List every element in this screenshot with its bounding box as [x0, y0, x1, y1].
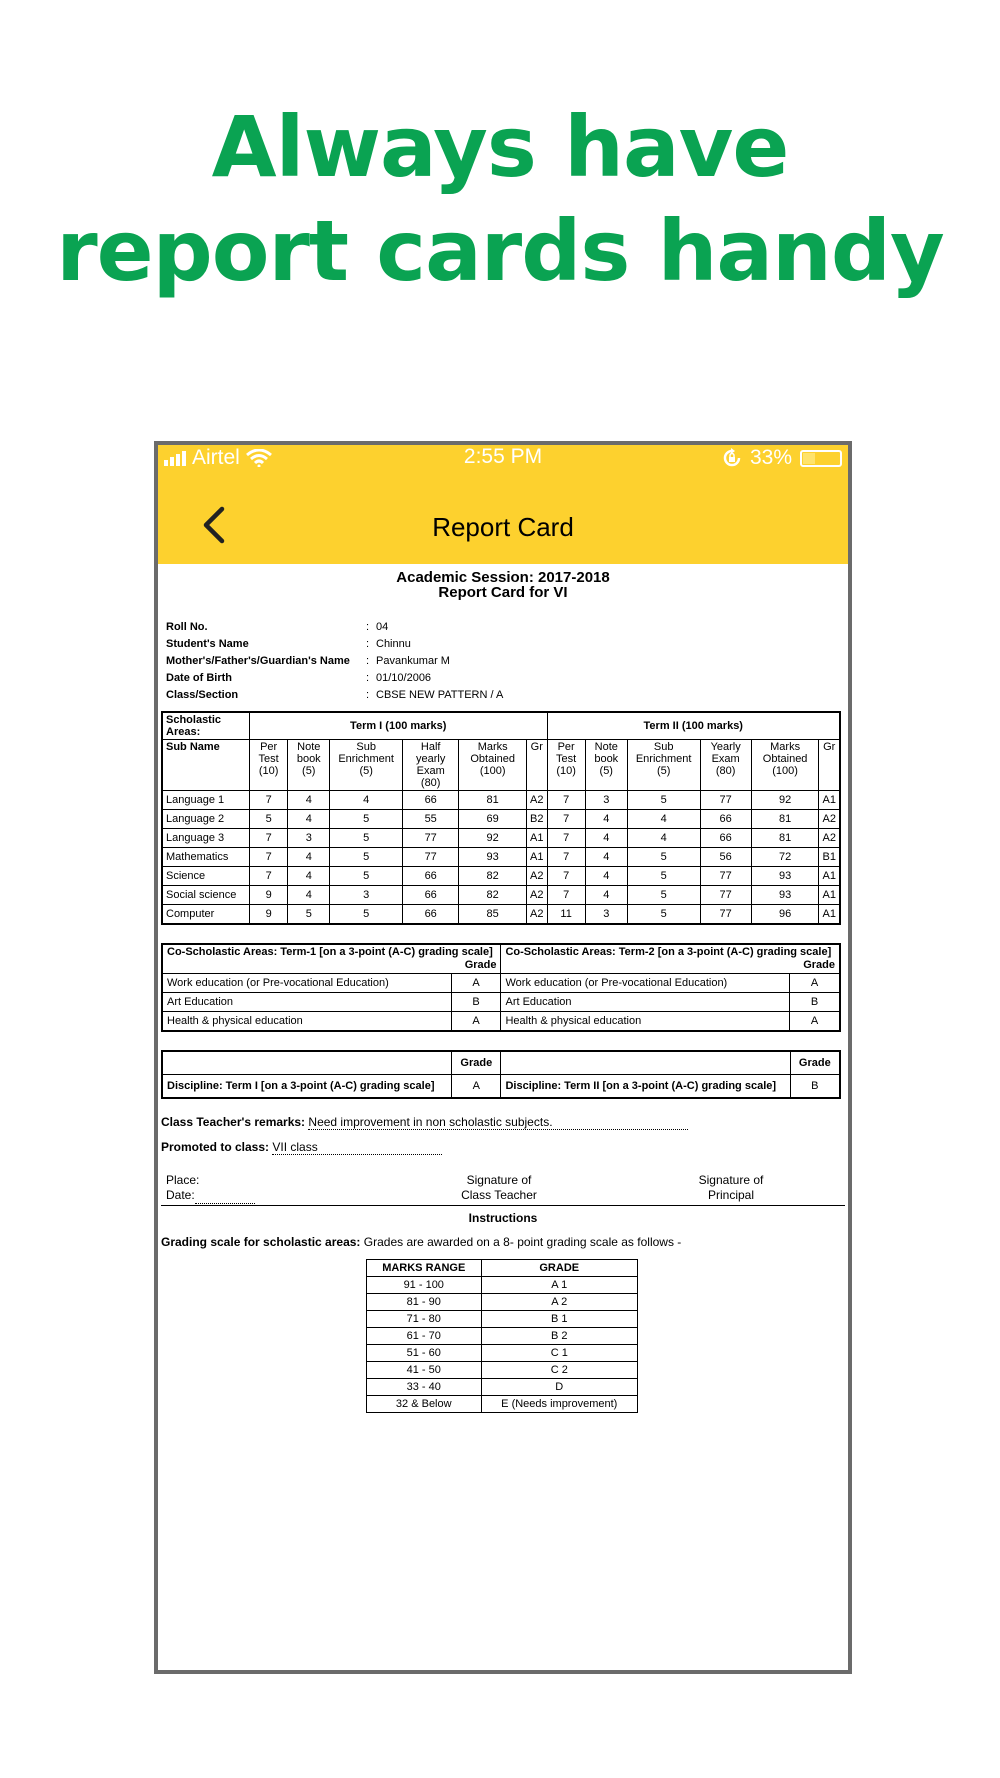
- place-label: Place:: [166, 1173, 200, 1187]
- term1-cell: 77: [403, 848, 459, 867]
- term1-cell: A1: [527, 848, 547, 867]
- grade: D: [481, 1379, 638, 1396]
- term1-cell: 77: [403, 829, 459, 848]
- divider: [161, 1205, 845, 1206]
- promo-headline: [0, 95, 1000, 303]
- term1-cell: 4: [288, 791, 330, 810]
- term2-cell: 77: [700, 886, 751, 905]
- term1-cell: A2: [527, 905, 547, 925]
- remarks-value: Need improvement in non scholastic subjects.: [308, 1115, 688, 1130]
- term2-col-header: Yearly Exam (80): [700, 740, 751, 791]
- term2-cell: 4: [627, 829, 700, 848]
- table-row: [367, 1294, 638, 1311]
- term2-cell: 72: [751, 848, 819, 867]
- term2-cell: 4: [585, 829, 627, 848]
- term1-cell: 5: [330, 867, 403, 886]
- carrier-label: Airtel: [192, 446, 240, 469]
- marks-range: 61 - 70: [367, 1328, 482, 1345]
- term1-col-header: Note book (5): [288, 740, 330, 791]
- term1-cell: 66: [403, 905, 459, 925]
- co-scholastic-area: Work education (or Pre-vocational Education): [162, 974, 451, 993]
- term1-cell: 5: [330, 848, 403, 867]
- marks-range: 51 - 60: [367, 1345, 482, 1362]
- term1-cell: 5: [330, 905, 403, 925]
- info-value: Pavankumar M: [376, 654, 450, 667]
- term2-cell: A2: [819, 829, 840, 848]
- term1-cell: 7: [250, 829, 288, 848]
- term1-cell: 7: [250, 848, 288, 867]
- term1-cell: 4: [288, 886, 330, 905]
- info-row: [166, 669, 845, 686]
- grade: A 1: [481, 1277, 638, 1294]
- term2-cell: 56: [700, 848, 751, 867]
- term2-cell: 4: [585, 810, 627, 829]
- discipline-term2-grade: B: [790, 1075, 840, 1099]
- table-row: [162, 1012, 840, 1032]
- table-row: [162, 905, 840, 925]
- table-row: [162, 791, 840, 810]
- term1-cell: 4: [330, 791, 403, 810]
- info-row: [166, 652, 845, 669]
- term2-cell: 3: [585, 905, 627, 925]
- table-row: [162, 848, 840, 867]
- headline-line-1: Always have: [211, 98, 789, 196]
- term2-cell: 5: [627, 867, 700, 886]
- co-scholastic-area: Art Education: [162, 993, 451, 1012]
- term2-cell: 7: [547, 848, 585, 867]
- table-row: [162, 810, 840, 829]
- info-colon: :: [366, 671, 370, 684]
- discipline-term2-label: Discipline: Term II [on a 3-point (A-C) grading scale]: [501, 1075, 790, 1099]
- table-row: [367, 1345, 638, 1362]
- teacher-remarks: Class Teacher's remarks: Need improvement in non scholastic subjects.: [161, 1115, 845, 1130]
- grading-scale-table: [366, 1259, 638, 1413]
- term2-cell: A1: [819, 886, 840, 905]
- principal-signature: Signature of Principal: [698, 1173, 764, 1202]
- co-scholastic-area: Art Education: [501, 993, 790, 1012]
- term1-cell: 3: [330, 886, 403, 905]
- term2-cell: A1: [819, 867, 840, 886]
- battery-icon: [800, 450, 842, 467]
- table-row: [162, 974, 840, 993]
- discipline-term1-grade: A: [452, 1075, 501, 1099]
- app-bar: [158, 445, 848, 564]
- term1-cell: 92: [459, 829, 527, 848]
- term1-cell: 55: [403, 810, 459, 829]
- signatures: [161, 1173, 845, 1203]
- term1-cell: B2: [527, 810, 547, 829]
- term1-header: Term I (100 marks): [250, 712, 548, 740]
- info-label: Date of Birth: [166, 671, 232, 684]
- discipline-grade-header-2: Grade: [790, 1051, 840, 1075]
- info-value: Chinnu: [376, 637, 411, 650]
- table-row: [367, 1328, 638, 1345]
- term2-cell: A2: [819, 810, 840, 829]
- term2-cell: 77: [700, 905, 751, 925]
- term2-cell: 3: [585, 791, 627, 810]
- phone-screen: [154, 441, 852, 1674]
- term2-header: Term II (100 marks): [547, 712, 840, 740]
- term2-cell: 77: [700, 867, 751, 886]
- marks-range: 41 - 50: [367, 1362, 482, 1379]
- grade: C 2: [481, 1362, 638, 1379]
- term2-cell: 77: [700, 791, 751, 810]
- term2-cell: 7: [547, 886, 585, 905]
- term2-cell: 93: [751, 886, 819, 905]
- term1-cell: 7: [250, 867, 288, 886]
- discipline-table: [161, 1050, 841, 1099]
- info-row: [166, 686, 845, 703]
- info-colon: :: [366, 688, 370, 701]
- term1-col-header: Gr: [527, 740, 547, 791]
- marks-range: 33 - 40: [367, 1379, 482, 1396]
- term2-cell: 7: [547, 829, 585, 848]
- marks-range: 32 & Below: [367, 1396, 482, 1413]
- term1-cell: 4: [288, 867, 330, 886]
- term2-cell: 81: [751, 810, 819, 829]
- table-row: [367, 1362, 638, 1379]
- term2-cell: 5: [627, 905, 700, 925]
- term2-cell: 92: [751, 791, 819, 810]
- promoted-value: VII class: [272, 1140, 442, 1155]
- term1-col-header: Sub Enrichment (5): [330, 740, 403, 791]
- subject-name: Computer: [162, 905, 250, 925]
- term2-col-header: Marks Obtained (100): [751, 740, 819, 791]
- grade-header: GRADE: [481, 1260, 638, 1277]
- grade: C 1: [481, 1345, 638, 1362]
- co-scholastic-grade: A: [451, 1012, 501, 1032]
- term2-cell: A1: [819, 791, 840, 810]
- status-time: 2:55 PM: [463, 445, 543, 468]
- table-row: [162, 886, 840, 905]
- table-row: [162, 993, 840, 1012]
- term1-cell: 4: [288, 848, 330, 867]
- co-scholastic-grade: B: [790, 993, 840, 1012]
- info-label: Student's Name: [166, 637, 249, 650]
- term2-cell: 4: [627, 810, 700, 829]
- term2-cell: 93: [751, 867, 819, 886]
- marks-range: 81 - 90: [367, 1294, 482, 1311]
- marks-range-header: MARKS RANGE: [367, 1260, 482, 1277]
- rotation-lock-icon: [722, 448, 742, 468]
- grade: B 1: [481, 1311, 638, 1328]
- term1-cell: 5: [250, 810, 288, 829]
- subject-name: Science: [162, 867, 250, 886]
- term1-cell: 69: [459, 810, 527, 829]
- term2-cell: 5: [627, 886, 700, 905]
- co-scholastic-term1-header: Co-Scholastic Areas: Term-1 [on a 3-point (A-C) grading scale] Grade: [162, 944, 501, 974]
- grading-note: Grading scale for scholastic areas: Grades are awarded on a 8- point grading scale as follows -: [161, 1235, 682, 1249]
- term2-cell: 7: [547, 810, 585, 829]
- term1-cell: 82: [459, 867, 527, 886]
- term2-cell: 5: [627, 848, 700, 867]
- co-scholastic-table: [161, 943, 841, 1032]
- report-card-document: [161, 564, 845, 1413]
- table-row: [367, 1396, 638, 1413]
- term1-cell: 93: [459, 848, 527, 867]
- subject-name: Language 2: [162, 810, 250, 829]
- term1-cell: 5: [330, 829, 403, 848]
- term2-cell: B1: [819, 848, 840, 867]
- term1-col-header: Half yearly Exam (80): [403, 740, 459, 791]
- info-label: Roll No.: [166, 620, 208, 633]
- info-row: [166, 618, 845, 635]
- table-row: [162, 867, 840, 886]
- info-value: 01/10/2006: [376, 671, 432, 684]
- term2-cell: 66: [700, 829, 751, 848]
- term1-cell: 5: [330, 810, 403, 829]
- discipline-grade-header-1: Grade: [452, 1051, 501, 1075]
- promoted-to: Promoted to class: VII class: [161, 1140, 845, 1155]
- term1-cell: 5: [288, 905, 330, 925]
- term2-cell: 81: [751, 829, 819, 848]
- info-value: CBSE NEW PATTERN / A: [376, 688, 504, 701]
- marks-range: 91 - 100: [367, 1277, 482, 1294]
- term1-cell: A2: [527, 886, 547, 905]
- headline-line-2: report cards handy: [56, 202, 944, 300]
- term2-cell: 7: [547, 791, 585, 810]
- date-label: Date:: [166, 1188, 255, 1204]
- term1-col-header: Per Test (10): [250, 740, 288, 791]
- academic-session: Academic Session: 2017-2018: [396, 569, 610, 586]
- term1-col-header: Marks Obtained (100): [459, 740, 527, 791]
- instructions-heading: Instructions: [468, 1211, 538, 1225]
- co-scholastic-grade: B: [451, 993, 501, 1012]
- table-row: [367, 1277, 638, 1294]
- info-row: [166, 635, 845, 652]
- term1-cell: 82: [459, 886, 527, 905]
- term2-cell: 4: [585, 848, 627, 867]
- info-value: 04: [376, 620, 389, 633]
- grade: B 2: [481, 1328, 638, 1345]
- info-colon: :: [366, 620, 370, 633]
- subject-name: Social science: [162, 886, 250, 905]
- info-colon: :: [366, 637, 370, 650]
- term2-cell: 11: [547, 905, 585, 925]
- student-info: [166, 618, 845, 703]
- term1-cell: 66: [403, 867, 459, 886]
- term2-col-header: Per Test (10): [547, 740, 585, 791]
- term2-cell: 66: [700, 810, 751, 829]
- term1-cell: 85: [459, 905, 527, 925]
- subject-name: Language 3: [162, 829, 250, 848]
- marks-range: 71 - 80: [367, 1311, 482, 1328]
- scholastic-table: [161, 711, 841, 925]
- term2-cell: 4: [585, 867, 627, 886]
- co-scholastic-area: Health & physical education: [162, 1012, 451, 1032]
- table-row: [162, 829, 840, 848]
- page-title: Report Card: [432, 512, 574, 542]
- status-bar: [158, 445, 848, 471]
- info-colon: :: [366, 654, 370, 667]
- term1-cell: A2: [527, 791, 547, 810]
- term2-col-header: Note book (5): [585, 740, 627, 791]
- subject-name: Mathematics: [162, 848, 250, 867]
- grade: E (Needs improvement): [481, 1396, 638, 1413]
- term1-cell: 7: [250, 791, 288, 810]
- co-scholastic-grade: A: [451, 974, 501, 993]
- discipline-term1-label: Discipline: Term I [on a 3-point (A-C) grading scale]: [162, 1075, 452, 1099]
- report-card-for: Report Card for VI: [438, 584, 568, 601]
- battery-percent: 33%: [749, 446, 792, 469]
- subject-name: Language 1: [162, 791, 250, 810]
- term2-cell: A1: [819, 905, 840, 925]
- term1-cell: 81: [459, 791, 527, 810]
- co-scholastic-grade: A: [790, 974, 840, 993]
- term2-cell: 96: [751, 905, 819, 925]
- term1-cell: 3: [288, 829, 330, 848]
- sub-name-header: Sub Name: [162, 740, 250, 791]
- term1-cell: 4: [288, 810, 330, 829]
- term1-cell: 9: [250, 886, 288, 905]
- scholastic-areas-label: Scholastic Areas:: [162, 712, 250, 740]
- term2-cell: 4: [585, 886, 627, 905]
- table-row: [367, 1311, 638, 1328]
- term1-cell: A1: [527, 829, 547, 848]
- co-scholastic-grade: A: [790, 1012, 840, 1032]
- term2-cell: 7: [547, 867, 585, 886]
- term2-cell: 5: [627, 791, 700, 810]
- co-scholastic-area: Work education (or Pre-vocational Education): [501, 974, 790, 993]
- class-teacher-signature: Signature of Class Teacher: [461, 1173, 537, 1202]
- info-label: Mother's/Father's/Guardian's Name: [166, 654, 350, 667]
- term1-cell: 66: [403, 791, 459, 810]
- term1-cell: 66: [403, 886, 459, 905]
- term2-col-header: Sub Enrichment (5): [627, 740, 700, 791]
- term1-cell: 9: [250, 905, 288, 925]
- co-scholastic-term2-header: Co-Scholastic Areas: Term-2 [on a 3-point (A-C) grading scale] Grade: [501, 944, 840, 974]
- grade: A 2: [481, 1294, 638, 1311]
- term2-col-header: Gr: [819, 740, 840, 791]
- info-label: Class/Section: [166, 688, 239, 701]
- term1-cell: A2: [527, 867, 547, 886]
- table-row: [367, 1379, 638, 1396]
- co-scholastic-area: Health & physical education: [501, 1012, 790, 1032]
